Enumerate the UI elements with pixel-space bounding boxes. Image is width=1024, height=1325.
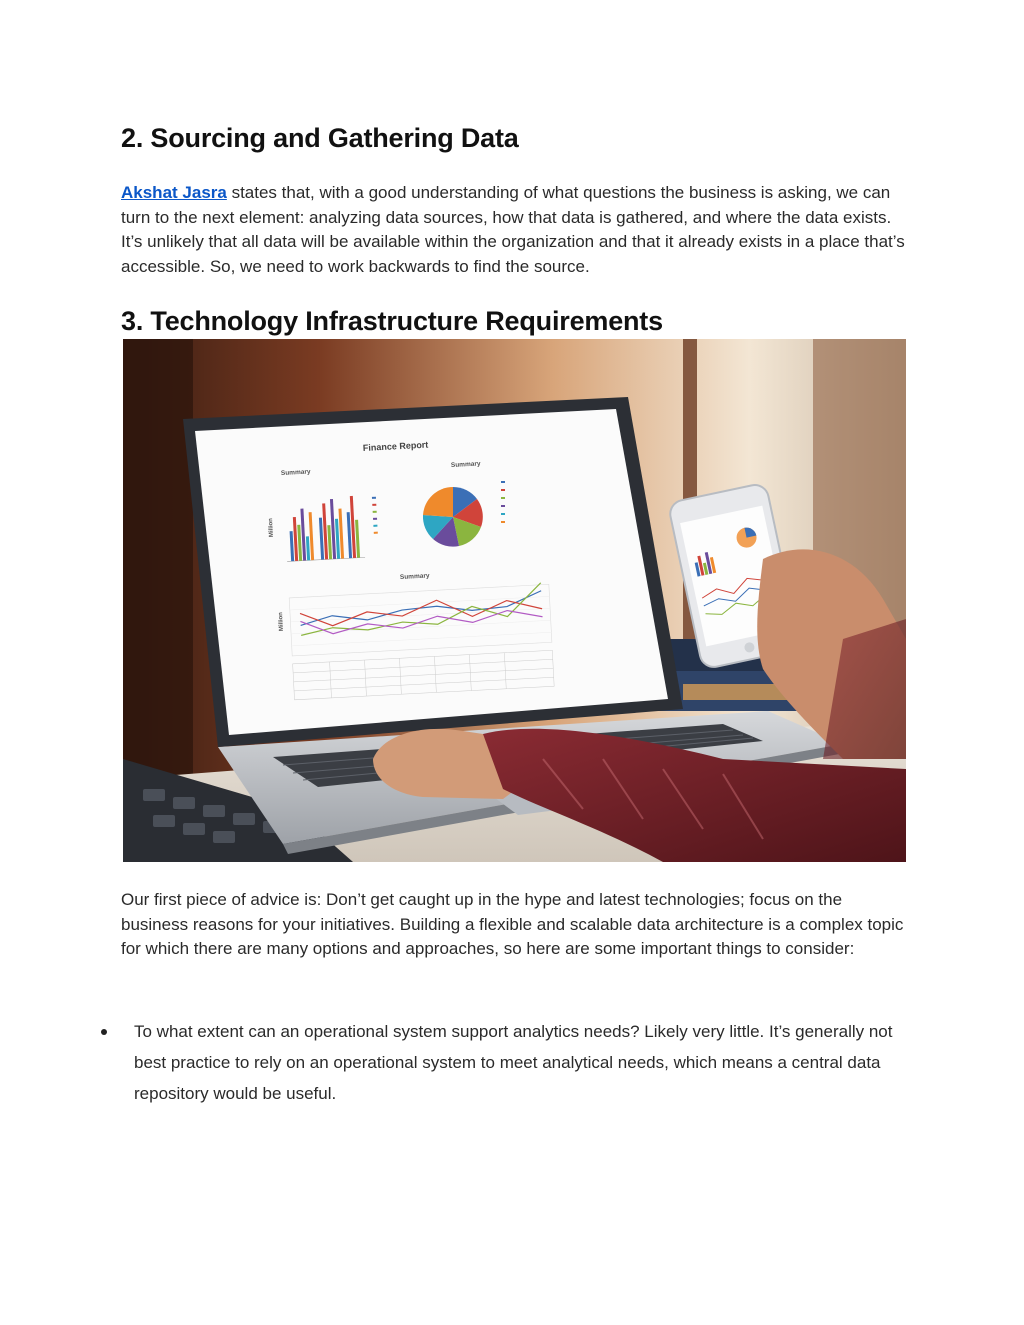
line-chart-axis-label: Million bbox=[278, 611, 285, 632]
pie-chart-title: Summary bbox=[450, 460, 481, 469]
bar-chart-axis-label: Million bbox=[268, 517, 275, 538]
considerations-list bbox=[100, 1016, 900, 1109]
laptop-finance-report-photo bbox=[123, 339, 906, 862]
bar-chart-title: Summary bbox=[280, 468, 311, 477]
finance-report-title: Finance Report bbox=[362, 439, 429, 453]
section-heading-technology: 3. Technology Infrastructure Requirements bbox=[121, 306, 663, 336]
line-chart-title: Summary bbox=[399, 572, 430, 581]
paragraph-sourcing-text: states that, with a good understanding of what questions the business is asking, we can turn to the next element: analyzing data sources, how that data is gathered, and where the data exists. It’s unlikely that all data will be available within the organization and that it already exists in a place that’s accessible. So, we need to work backwards to find the source. bbox=[121, 183, 905, 276]
bullet-icon bbox=[101, 1029, 107, 1035]
paragraph-sourcing bbox=[121, 181, 911, 279]
list-item-text: To what extent can an operational system support analytics needs? Likely very little. It’s generally not best practice to rely on an operational system to meet analytical needs, which means a central data repository would be useful. bbox=[134, 1022, 893, 1103]
section-heading-sourcing: 2. Sourcing and Gathering Data bbox=[121, 123, 519, 153]
author-link[interactable]: Akshat Jasra bbox=[121, 183, 227, 202]
paragraph-technology: Our first piece of advice is: Don’t get caught up in the hype and latest technologies; focus on the business reasons for your initiatives. Building a flexible and scalable data architecture is a complex topic for which there are many options and approaches, so here are some important things to consider: bbox=[121, 890, 904, 958]
list-item bbox=[100, 1016, 900, 1109]
